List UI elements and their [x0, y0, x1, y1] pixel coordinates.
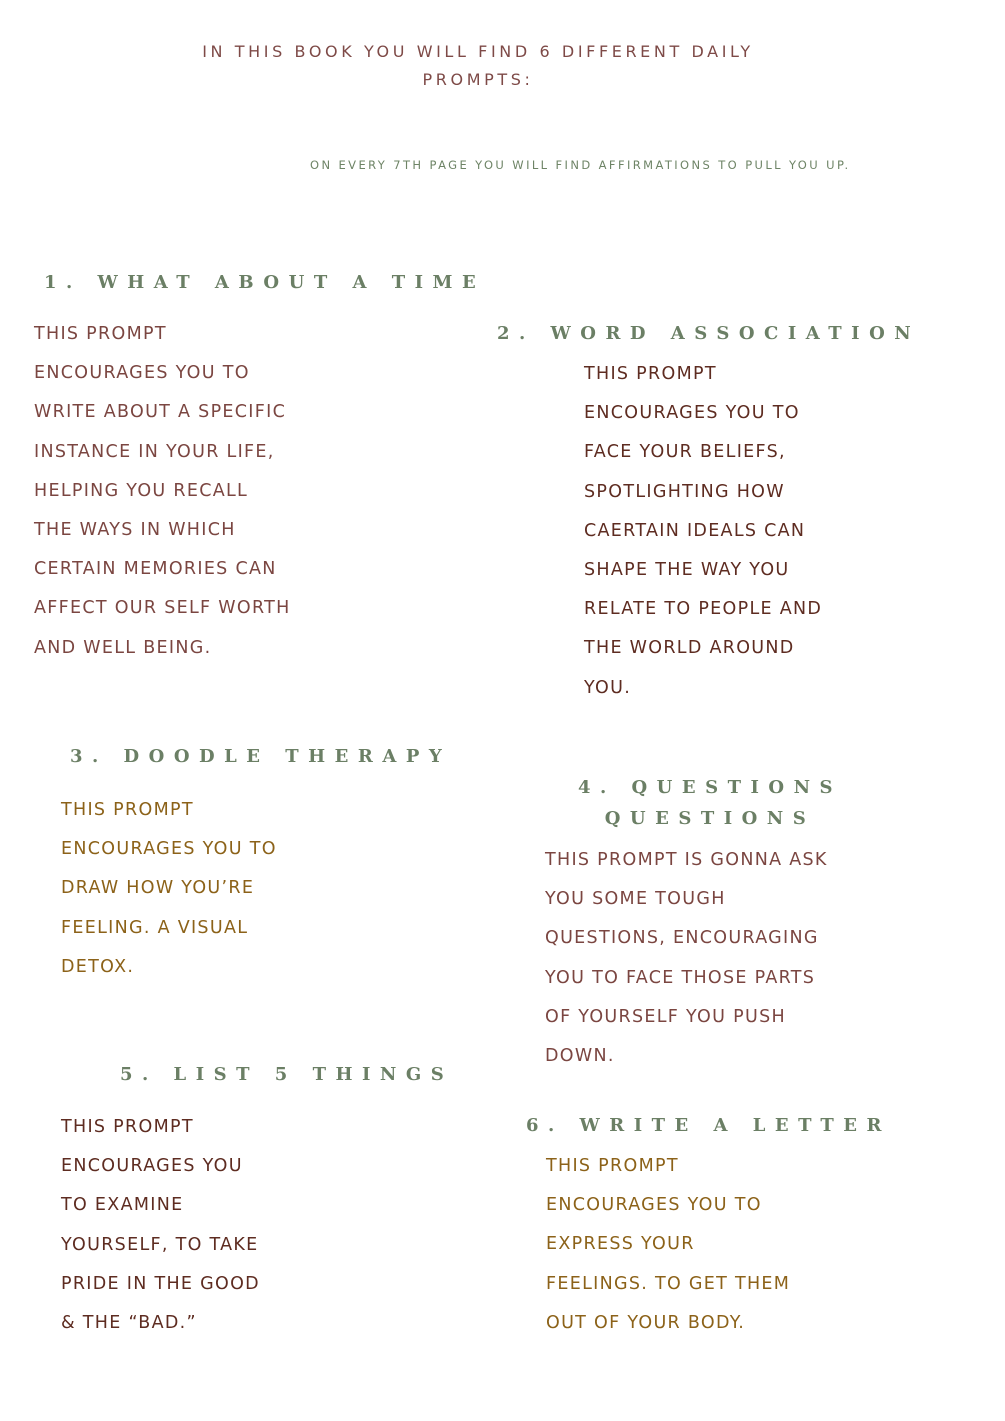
- prompt-2-line: YOU.: [584, 677, 632, 698]
- prompt-1-line: INSTANCE IN YOUR LIFE,: [34, 441, 275, 462]
- prompt-6-heading: 6. WRITE A LETTER: [526, 1115, 891, 1136]
- prompt-1-line: CERTAIN MEMORIES CAN: [34, 559, 277, 580]
- prompt-2-line: THE WORLD AROUND: [584, 638, 795, 659]
- prompt-5-line: TO EXAMINE: [61, 1195, 184, 1216]
- prompt-2-heading: 2. WORD ASSOCIATION: [497, 323, 921, 344]
- prompt-3-line: ENCOURAGES YOU TO: [61, 839, 277, 860]
- prompt-5-line: THIS PROMPT: [61, 1117, 194, 1137]
- intro-title-line-2: PROMPTS:: [422, 70, 534, 89]
- prompt-2-line: SPOTLIGHTING HOW: [584, 481, 785, 502]
- intro-subtitle: ON EVERY 7TH PAGE YOU WILL FIND AFFIRMATIONS TO PULL YOU UP.: [310, 158, 851, 172]
- prompt-6-line: EXPRESS YOUR: [546, 1234, 695, 1255]
- prompt-4-heading-line-2: QUESTIONS: [604, 808, 816, 829]
- prompt-1-body: [34, 315, 291, 668]
- prompt-4-heading: [560, 772, 860, 834]
- prompt-2-line: CAERTAIN IDEALS CAN: [584, 520, 806, 541]
- prompt-6-line: FEELINGS. TO GET THEM: [546, 1273, 791, 1294]
- prompt-5-line: & THE “BAD.”: [61, 1313, 197, 1334]
- intro-title: [0, 38, 956, 94]
- prompt-5-line: ENCOURAGES YOU: [61, 1156, 243, 1177]
- prompt-3-line: FEELING. A VISUAL: [61, 917, 249, 938]
- prompt-4-body: [545, 841, 828, 1076]
- prompt-5-body: [61, 1108, 260, 1343]
- prompt-3-heading: 3. DOODLE THERAPY: [70, 746, 452, 767]
- prompt-6-line: THIS PROMPT: [546, 1156, 679, 1176]
- prompt-1-line: AFFECT OUR SELF WORTH: [34, 598, 291, 619]
- prompt-2-body: [584, 355, 822, 708]
- prompt-5-heading: 5. LIST 5 THINGS: [120, 1064, 454, 1085]
- prompt-5-line: YOURSELF, TO TAKE: [61, 1234, 259, 1255]
- prompt-4-heading-line-1: 4. QUESTIONS: [577, 777, 843, 798]
- prompt-3-line: THIS PROMPT: [61, 800, 194, 820]
- intro-title-line-1: IN THIS BOOK YOU WILL FIND 6 DIFFERENT DAILY: [202, 42, 754, 61]
- prompt-1-line: ENCOURAGES YOU TO: [34, 363, 250, 384]
- prompt-1-heading: 1. WHAT ABOUT A TIME: [44, 272, 486, 293]
- prompt-3-line: DETOX.: [61, 956, 135, 977]
- prompt-1-line: AND WELL BEING.: [34, 637, 212, 658]
- prompt-1-line: THIS PROMPT: [34, 324, 167, 344]
- prompt-4-line: OF YOURSELF YOU PUSH: [545, 1006, 786, 1027]
- prompt-6-line: OUT OF YOUR BODY.: [546, 1312, 746, 1333]
- prompt-1-line: WRITE ABOUT A SPECIFIC: [34, 402, 287, 423]
- prompt-6-line: ENCOURAGES YOU TO: [546, 1195, 762, 1216]
- prompt-4-line: YOU SOME TOUGH: [545, 889, 726, 910]
- prompt-4-line: YOU TO FACE THOSE PARTS: [545, 967, 816, 988]
- prompt-3-body: [61, 791, 277, 987]
- prompt-2-line: RELATE TO PEOPLE AND: [584, 599, 823, 620]
- prompt-2-line: FACE YOUR BELIEFS,: [584, 442, 786, 463]
- prompt-2-line: ENCOURAGES YOU TO: [584, 403, 800, 424]
- prompt-2-line: THIS PROMPT: [584, 364, 717, 384]
- prompt-1-line: THE WAYS IN WHICH: [34, 520, 236, 541]
- prompt-2-line: SHAPE THE WAY YOU: [584, 560, 790, 581]
- prompt-6-body: [546, 1147, 790, 1343]
- prompt-5-line: PRIDE IN THE GOOD: [61, 1273, 260, 1294]
- prompt-4-line: DOWN.: [545, 1046, 615, 1067]
- prompt-4-line: THIS PROMPT IS GONNA ASK: [545, 850, 828, 870]
- prompt-1-line: HELPING YOU RECALL: [34, 480, 249, 501]
- prompt-3-line: DRAW HOW YOU’RE: [61, 878, 255, 899]
- prompt-4-line: QUESTIONS, ENCOURAGING: [545, 928, 819, 949]
